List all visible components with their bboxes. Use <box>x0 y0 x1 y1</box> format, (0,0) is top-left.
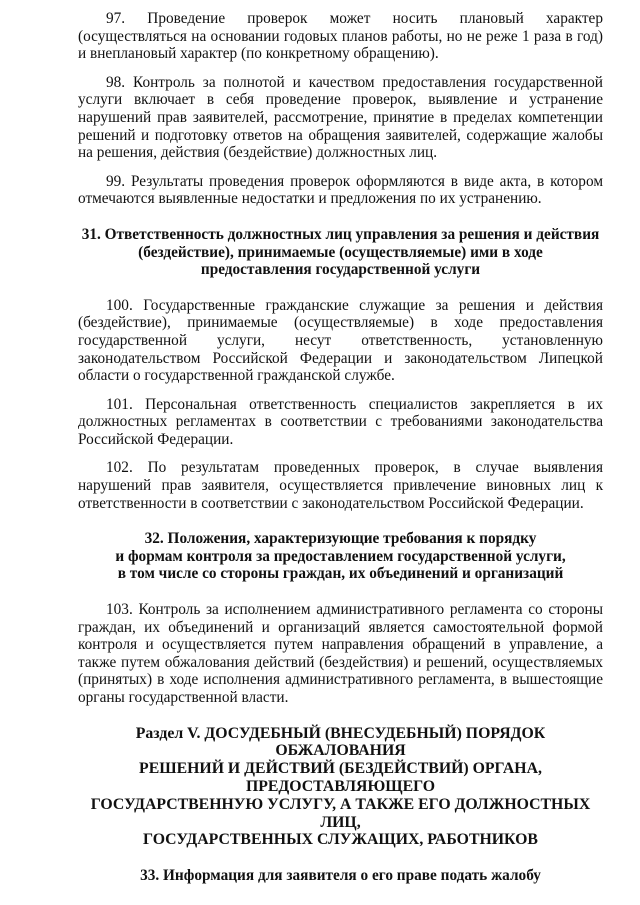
paragraph-101: 101. Персональная ответственность специалистов закрепляется в их должностных регламентах в соответствии с требованиями законодательства Российской Федерации. <box>78 395 603 448</box>
heading-32-line-3: в том числе со стороны граждан, их объединений и организаций <box>117 565 564 583</box>
section-5-line-2: РЕШЕНИЙ И ДЕЙСТВИЙ (БЕЗДЕЙСТВИЙ) ОРГАНА, <box>139 760 542 778</box>
heading-33: 33. Информация для заявителя о его праве подать жалобу <box>140 867 541 885</box>
section-5-line-1: Раздел V. ДОСУДЕБНЫЙ (ВНЕСУДЕБНЫЙ) ПОРЯДОК ОБЖАЛОВАНИЯ <box>135 724 546 760</box>
heading-31-line-2: (бездействие), принимаемые (осуществляемые) ими в ходе <box>138 243 543 261</box>
section-5-line-5: ГОСУДАРСТВЕННЫХ СЛУЖАЩИХ, РАБОТНИКОВ <box>143 831 538 849</box>
heading-31-line-3: предоставления государственной услуги <box>200 261 481 279</box>
paragraph-100: 100. Государственные гражданские служащие за решения и действия (бездействие), принимаемые (осуществляемые) в ходе предоставления государственной услуги, несут ответственность, установленную законодательством Российской Федерации и законодательством Липецкой области о государственной гражданской службе. <box>78 296 603 385</box>
section-5-heading <box>78 725 603 850</box>
heading-31-line-1: 31. Ответственность должностных лиц управления за решения и действия <box>81 225 600 243</box>
paragraph-99: 99. Результаты проведения проверок оформляются в виде акта, в котором отмечаются выявленные недостатки и предложения по их устранению. <box>78 172 603 208</box>
paragraph-103: 103. Контроль за исполнением административного регламента со стороны граждан, их объединений и организаций является самостоятельной формой контроля и осуществляется путем направления обращений в управление, а также путем обжалования действий (бездействия) и решений, осуществляемых (принятых) в ходе исполнения административного регламента, в вышестоящие органы государственной власти. <box>78 601 603 706</box>
paragraph-102: 102. По результатам проведенных проверок, в случае выявления нарушений прав заявителя, осуществляется привлечение виновных лиц к ответственности в соответствии с законодательством Российской Федерации. <box>78 459 603 512</box>
section-5-line-3: ПРЕДОСТАВЛЯЮЩЕГО <box>245 777 436 795</box>
section-5-line-4: ГОСУДАРСТВЕННУЮ УСЛУГУ, А ТАКЖЕ ЕГО ДОЛЖНОСТНЫХ ЛИЦ, <box>90 795 591 831</box>
paragraph-97: 97. Проведение проверок может носить плановый характер (осуществляться на основании годовых планов работы, но не реже 1 раза в год) и внеплановый характер (по конкретному обращению). <box>78 10 603 63</box>
heading-32-line-2: и формам контроля за предоставлением государственной услуги, <box>115 547 566 565</box>
heading-32-line-1: 32. Положения, характеризующие требования к порядку <box>144 530 537 548</box>
heading-31 <box>78 226 603 279</box>
paragraph-98: 98. Контроль за полнотой и качеством предоставления государственной услуги включает в себя проведение проверок, выявление и устранение нарушений прав заявителей, рассмотрение, принятие в пределах компетенции решений и подготовку ответов на обращения заявителей, содержащие жалобы на решения, действия (бездействие) должностных лиц. <box>78 73 603 162</box>
heading-32 <box>78 530 603 583</box>
